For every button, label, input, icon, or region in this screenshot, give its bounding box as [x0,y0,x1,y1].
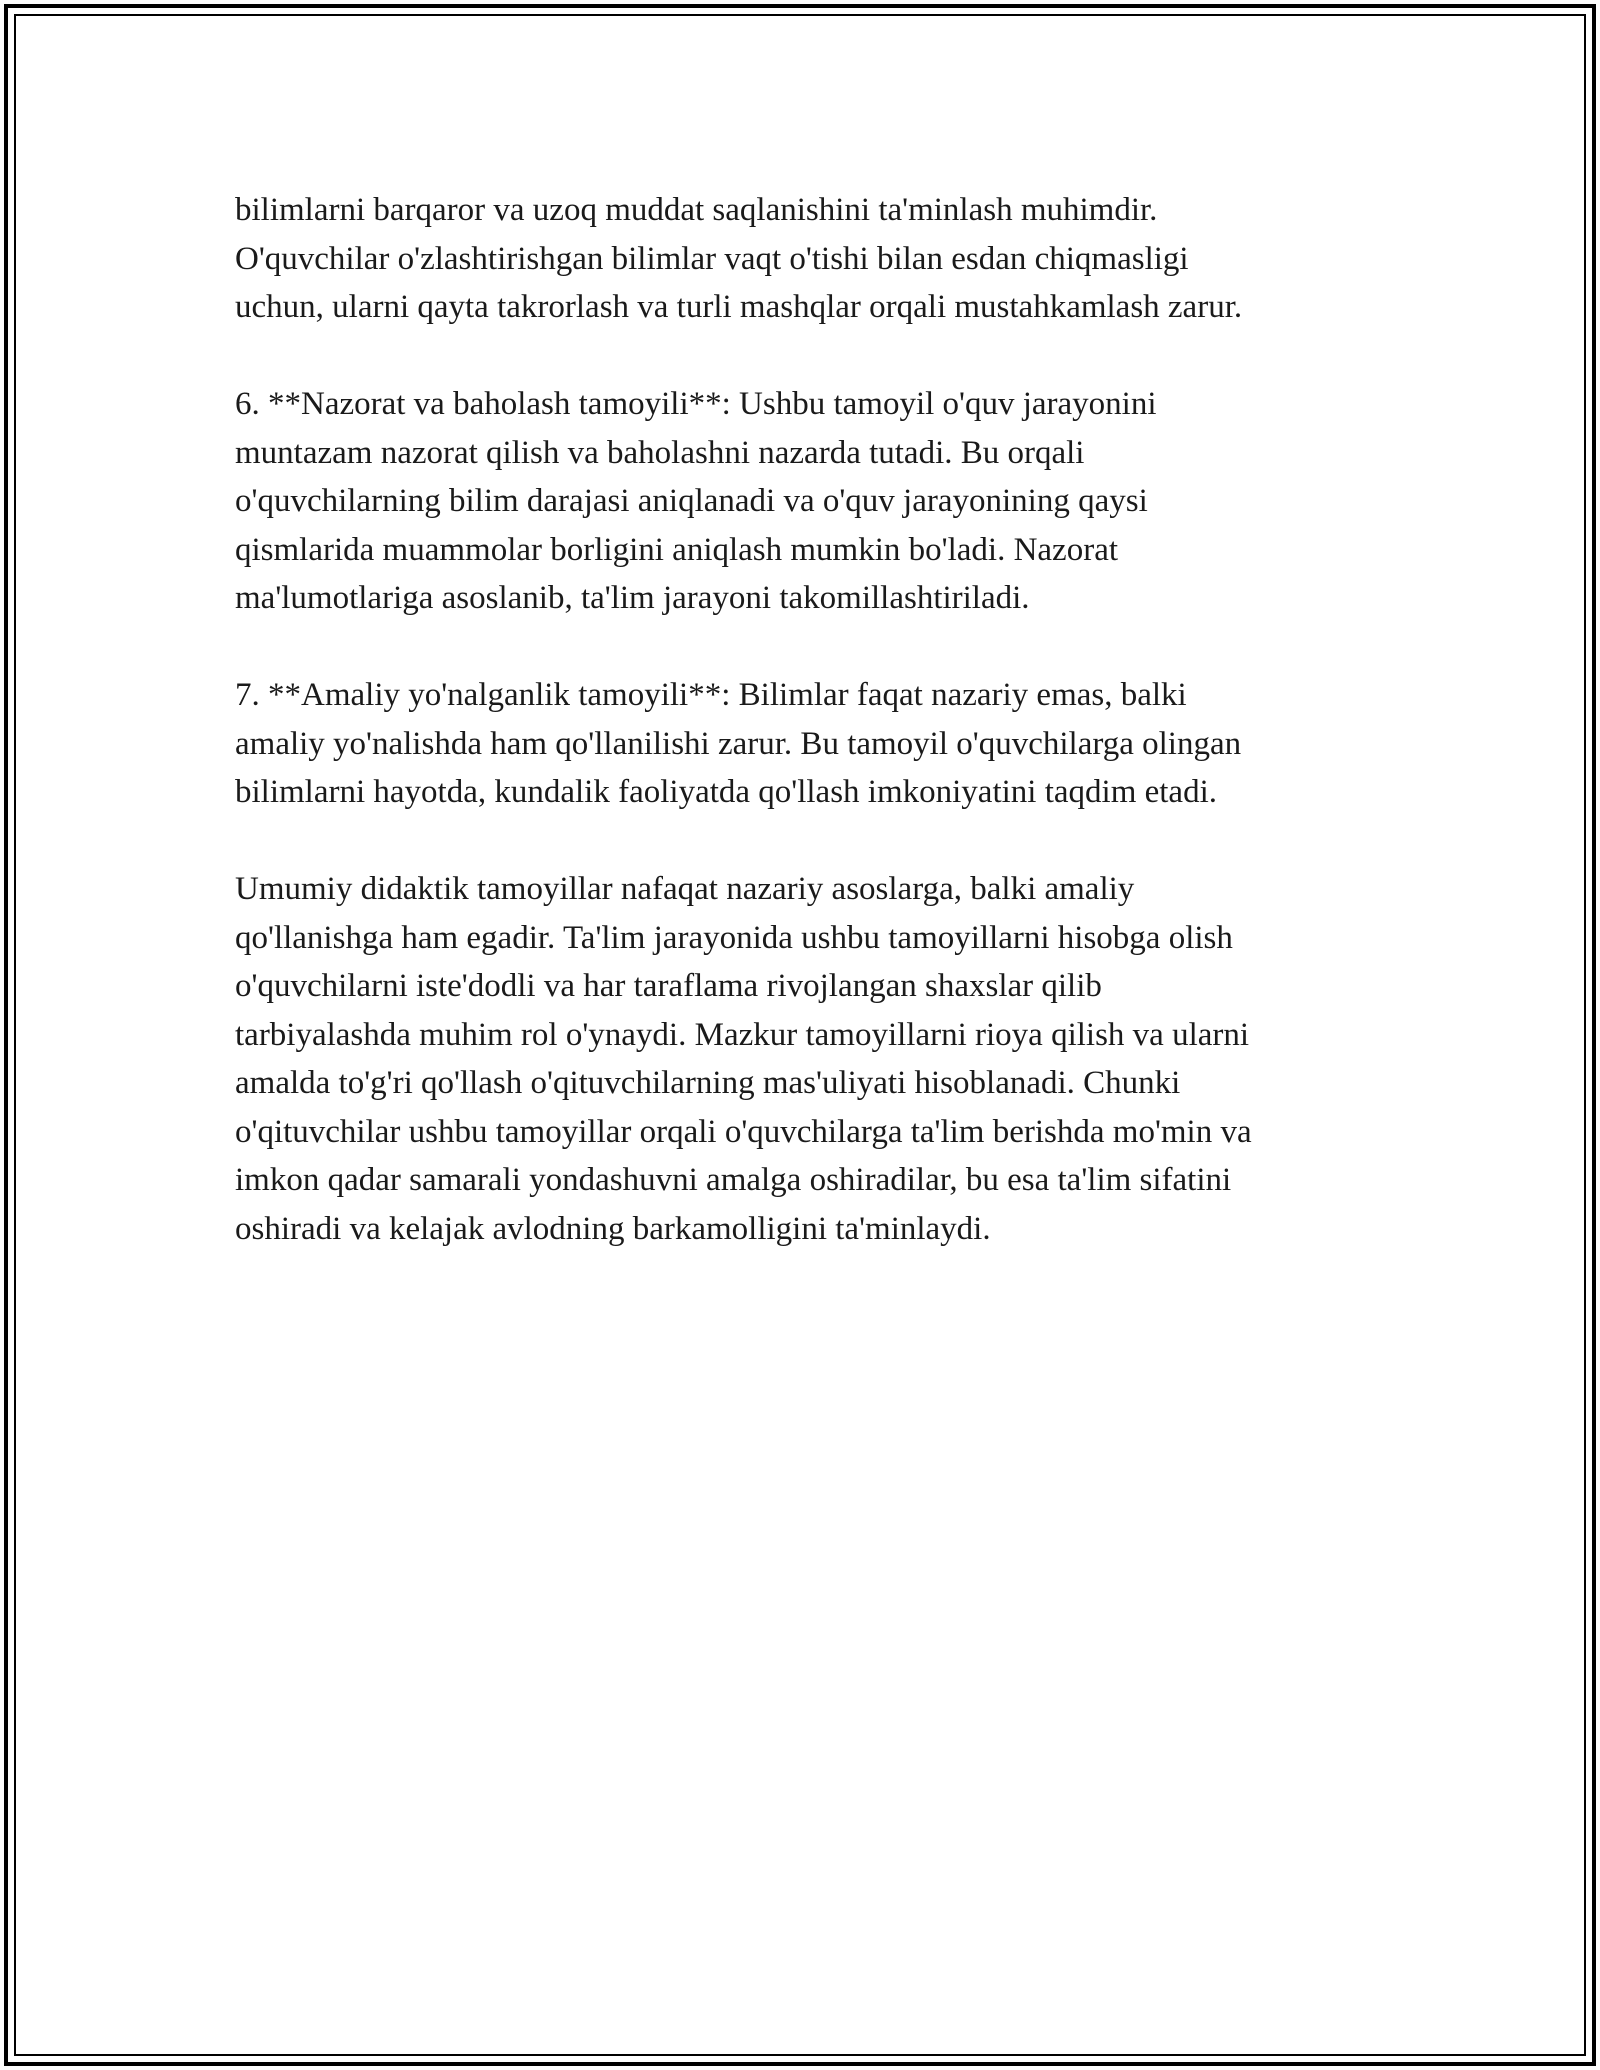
paragraph-conclusion: Umumiy didaktik tamoyillar nafaqat nazariy asoslarga, balki amaliy qo'llanishga ham egadir. Ta'lim jarayonida ushbu tamoyillarni hisobga olish o'quvchilarni iste'dodli va har taraflama rivojlangan shaxslar qilib tarbiyalashda muhim rol o'ynaydi. Mazkur tamoyillarni rioya qilish va ularni amalda to'g'ri qo'llash o'qituvchilarning mas'uliyati hisoblanadi. Chunki o'qituvchilar ushbu tamoyillar orqali o'quvchilarga ta'lim berishda mo'min va imkon qadar samarali yondashuvni amalga oshiradilar, bu esa ta'lim sifatini oshiradi va kelajak avlodning barkamolligini ta'minlaydi. [235,871,1252,1247]
document-body [235,186,1395,1302]
paragraph-control-assessment: 6. **Nazorat va baholash tamoyili**: Ushbu tamoyil o'quv jarayonini muntazam nazorat qilish va baholashni nazarda tutadi. Bu orqali o'quvchilarning bilim darajasi aniqlanadi va o'quv jarayonining qaysi qismlarida muammolar borligini aniqlash mumkin bo'ladi. Nazorat ma'lumotlariga asoslanib, ta'lim jarayoni takomillashtiriladi. [235,386,1157,616]
paragraph-practical-orientation: 7. **Amaliy yo'nalganlik tamoyili**: Bilimlar faqat nazariy emas, balki amaliy yo'nalishda ham qo'llanilishi zarur. Bu tamoyil o'quvchilarga olingan bilimlarni hayotda, kundalik faoliyatda qo'llash imkoniyatini taqdim etadi. [235,677,1242,810]
paragraph-retention: bilimlarni barqaror va uzoq muddat saqlanishini ta'minlash muhimdir. O'quvchilar o'zlashtirishgan bilimlar vaqt o'tishi bilan esdan chiqmasligi uchun, ularni qayta takrorlash va turli mashqlar orqali mustahkamlash zarur. [235,192,1243,325]
